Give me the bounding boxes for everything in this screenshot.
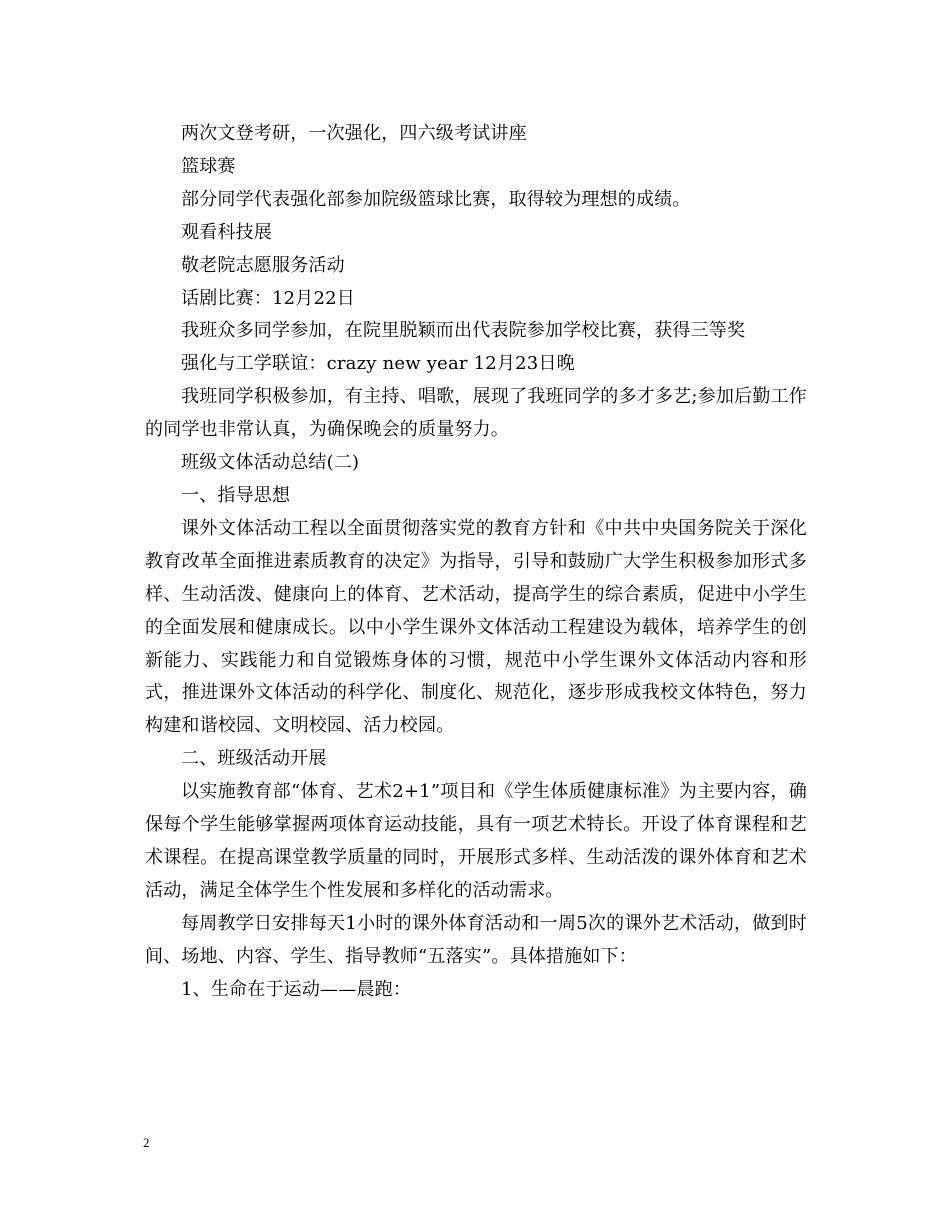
paragraph-basketball-result: 部分同学代表强化部参加院级篮球比赛，取得较为理想的成绩。 [181, 188, 691, 210]
paragraph-drama-result: 我班众多同学参加，在院里脱颖而出代表院参加学校比赛，获得三等奖 [181, 320, 746, 342]
section-heading-class-activities: 二、班级活动开展 [181, 748, 327, 770]
paragraph-weekly-schedule: 每周教学日安排每天1小时的课外体育活动和一周5次的课外艺术活动，做到时间、场地、内容、学生、指导教师“五落实”。具体措施如下： [145, 912, 807, 967]
paragraph-exam-lectures: 两次文登考研，一次强化，四六级考试讲座 [181, 123, 527, 144]
paragraph-science-exhibition: 观看科技展 [181, 221, 272, 243]
paragraph-basketball-heading: 篮球赛 [181, 155, 236, 177]
list-item-morning-run: 1、生命在于运动——晨跑： [181, 978, 412, 1000]
document-body [145, 118, 807, 1006]
section-heading-guiding-ideology: 一、指导思想 [181, 484, 291, 506]
paragraph-class-activities: 以实施教育部“体育、艺术2+1”项目和《学生体质健康标准》为主要内容，确保每个学生能够掌握两项体育运动技能，具有一项艺术特长。开设了体育课程和艺术课程。在提高课堂教学质量的同时，开展形式多样、生动活泼的课外体育和艺术活动，满足全体学生个性发展和多样化的活动需求。 [145, 781, 807, 901]
paragraph-party-result: 我班同学积极参加，有主持、唱歌，展现了我班同学的多才多艺;参加后勤工作的同学也非常认真，为确保晚会的质量努力。 [145, 386, 807, 441]
section-title-summary-two: 班级文体活动总结(二) [181, 452, 360, 474]
paragraph-volunteer-service: 敬老院志愿服务活动 [181, 254, 345, 276]
paragraph-party-heading: 强化与工学联谊：crazy new year 12月23日晚 [181, 353, 575, 375]
paragraph-drama-contest: 话剧比赛：12月22日 [181, 287, 356, 309]
page-number: 2 [143, 1135, 150, 1150]
paragraph-guiding-ideology: 课外文体活动工程以全面贯彻落实党的教育方针和《中共中央国务院关于深化教育改革全面推进素质教育的决定》为指导，引导和鼓励广大学生积极参加形式多样、生动活泼、健康向上的体育、艺术活动，提高学生的综合素质，促进中小学生的全面发展和健康成长。以中小学生课外文体活动工程建设为载体，培养学生的创新能力、实践能力和自觉锻炼身体的习惯，规范中小学生课外文体活动内容和形式，推进课外文体活动的科学化、制度化、规范化，逐步形成我校文体特色，努力构建和谐校园、文明校园、活力校园。 [145, 517, 807, 737]
